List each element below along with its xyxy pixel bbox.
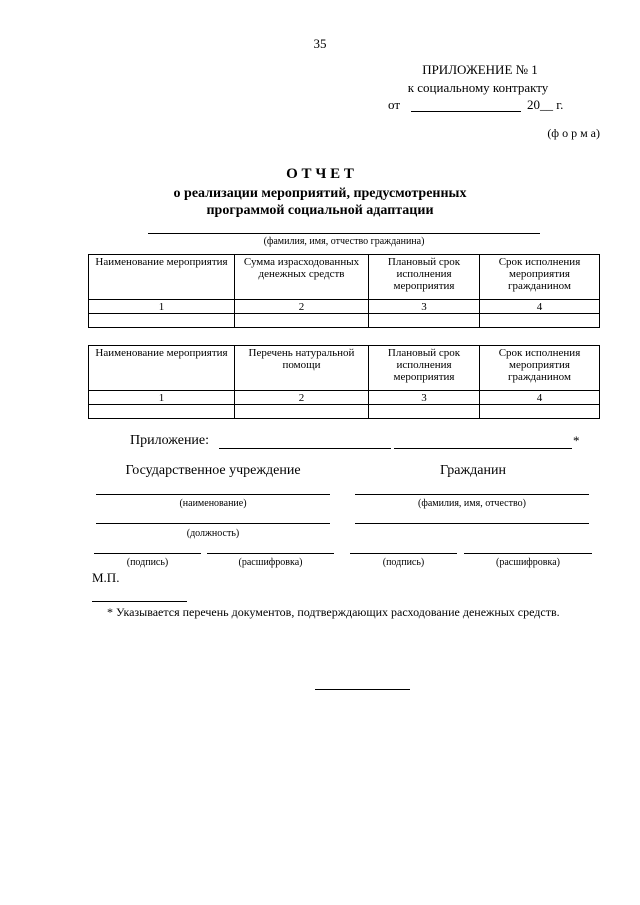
citizen-name-line [148, 233, 540, 234]
table-cell[interactable] [369, 314, 480, 328]
date-line [411, 111, 521, 112]
column-number: 4 [480, 300, 600, 314]
column-number: 3 [369, 300, 480, 314]
page-number: 35 [313, 36, 327, 51]
table-cell[interactable] [89, 405, 235, 419]
table-cell[interactable] [480, 314, 600, 328]
attachment-label: Приложение: [130, 433, 210, 448]
stamp-label: М.П. [92, 570, 120, 585]
table-cell[interactable] [235, 405, 369, 419]
attachment-line-1[interactable] [219, 448, 391, 449]
institution-heading: Государственное учреждение [125, 463, 301, 478]
citizen-name-caption: (фамилия, имя, отчество гражданина) [263, 236, 425, 247]
citizen-decoding-caption: (расшифровка) [496, 557, 560, 568]
table-cell[interactable] [369, 405, 480, 419]
form-label: (ф о р м а) [547, 126, 600, 140]
citizen-name-sign-line[interactable] [355, 494, 589, 495]
institution-signature-line[interactable] [94, 553, 201, 554]
table-cell[interactable] [235, 314, 369, 328]
table-funds [88, 254, 600, 328]
institution-decoding-line[interactable] [207, 553, 334, 554]
table-header-row [89, 255, 600, 300]
table-row [89, 405, 600, 419]
table-cell[interactable] [480, 405, 600, 419]
footnote-text: * Указывается перечень документов, подтверждающих расходование денежных средств. [107, 605, 560, 619]
column-number: 3 [369, 391, 480, 405]
header-actual-term: Срок исполнения мероприятия гражданином [480, 346, 600, 391]
attachment-asterisk: * [573, 433, 580, 448]
appendix-title: ПРИЛОЖЕНИЕ № 1 [422, 62, 538, 77]
header-planned-term: Плановый срок исполнения мероприятия [369, 346, 480, 391]
header-event-name: Наименование мероприятия [89, 346, 235, 391]
position-line[interactable] [96, 523, 330, 524]
table-in-kind-aid [88, 345, 600, 419]
citizen-heading: Гражданин [440, 463, 506, 478]
column-number: 2 [235, 300, 369, 314]
column-number: 1 [89, 391, 235, 405]
report-subtitle-1: о реализации мероприятий, предусмотренных [173, 186, 467, 201]
header-event-name: Наименование мероприятия [89, 255, 235, 300]
citizen-decoding-line[interactable] [464, 553, 592, 554]
header-actual-term: Срок исполнения мероприятия гражданином [480, 255, 600, 300]
table-cell[interactable] [89, 314, 235, 328]
report-title: О Т Ч Е Т [286, 166, 354, 182]
date-prefix: от [388, 97, 401, 112]
position-caption: (должность) [186, 528, 240, 539]
attachment-line-2[interactable] [394, 448, 572, 449]
header-planned-term: Плановый срок исполнения мероприятия [369, 255, 480, 300]
institution-decoding-caption: (расшифровка) [238, 557, 303, 568]
institution-name-caption: (наименование) [179, 498, 247, 509]
institution-name-line[interactable] [96, 494, 330, 495]
table-header-row [89, 346, 600, 391]
table-number-row [89, 300, 600, 314]
citizen-extra-line[interactable] [355, 523, 589, 524]
institution-signature-caption: (подпись) [126, 557, 169, 568]
table-row [89, 314, 600, 328]
footnote-separator [92, 601, 187, 602]
column-number: 2 [235, 391, 369, 405]
appendix-line2: к социальному контракту [407, 80, 549, 95]
column-number: 4 [480, 391, 600, 405]
citizen-signature-caption: (подпись) [382, 557, 425, 568]
header-funds-spent: Сумма израсходованных денежных средств [235, 255, 369, 300]
date-year: 20__ г. [527, 97, 564, 112]
column-number: 1 [89, 300, 235, 314]
closing-line [315, 689, 410, 690]
citizen-signature-line[interactable] [350, 553, 457, 554]
header-in-kind-aid: Перечень натуральной помощи [235, 346, 369, 391]
report-subtitle-2: программой социальной адаптации [206, 203, 434, 218]
citizen-fullname-caption: (фамилия, имя, отчество) [418, 498, 526, 509]
table-number-row [89, 391, 600, 405]
